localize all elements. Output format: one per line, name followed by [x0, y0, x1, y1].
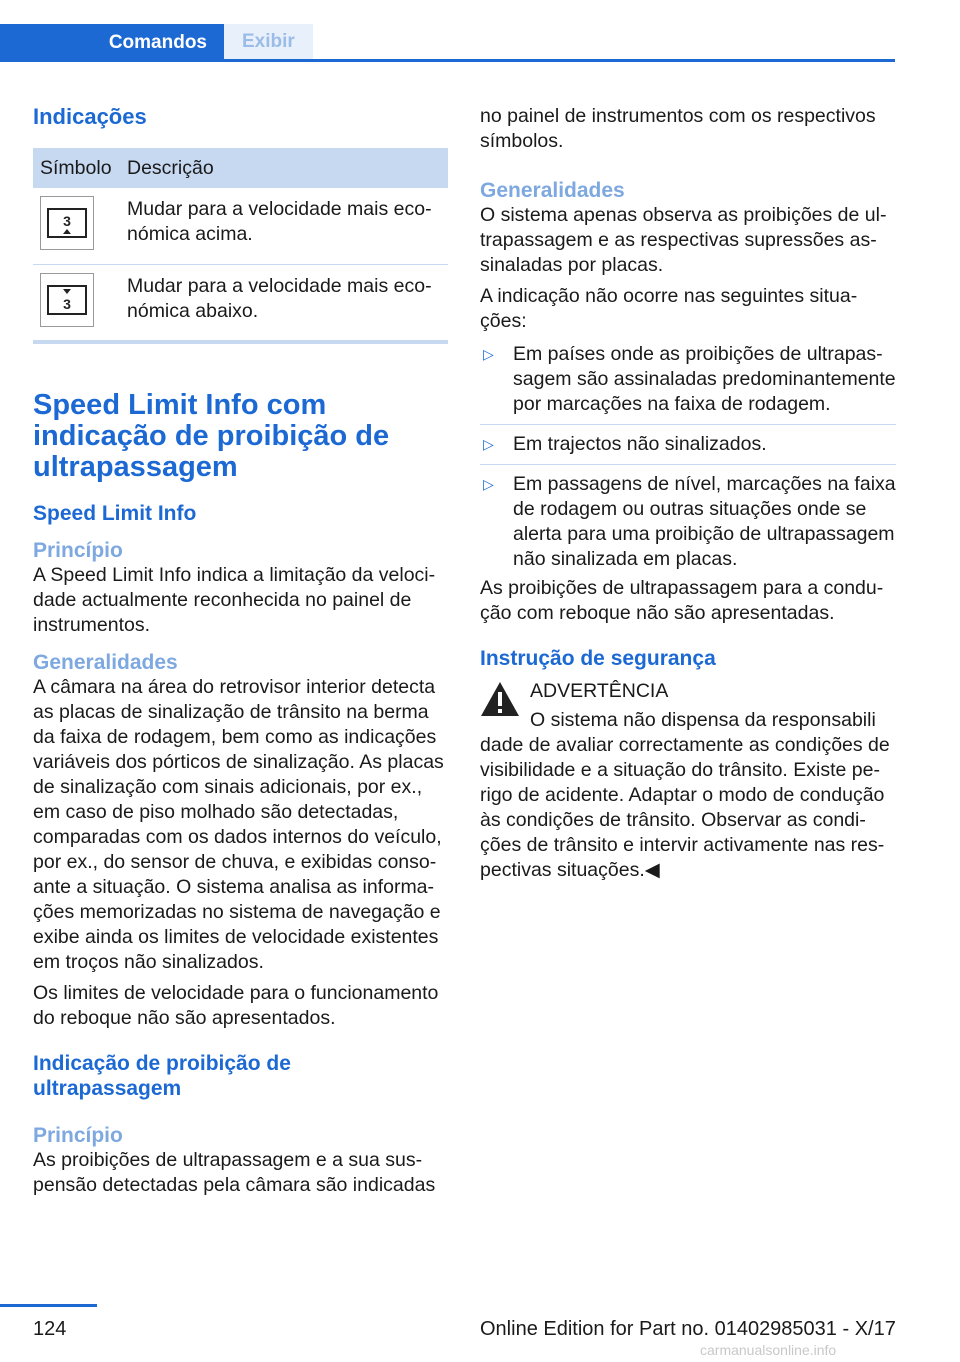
triangle-bullet-icon: ▷ — [483, 476, 494, 492]
principio-title-2: Princípio — [33, 1124, 123, 1147]
header-tabbar — [0, 24, 895, 62]
list-item: ▷ Em trajectos não sinalizados. — [480, 432, 896, 465]
generalidades-text-2: Os limites de velocidade para o funcionamento do reboque não são apresentados. — [33, 982, 439, 1029]
warning-block — [480, 679, 896, 883]
warning-triangle-icon — [480, 681, 520, 717]
table-row — [33, 265, 448, 344]
right-column — [480, 104, 896, 883]
tab-exibir[interactable]: Exibir — [224, 24, 313, 59]
generalidades-text-3: O sistema apenas observa as proibições de ultrapassagem e as respectivas supressões assinaladas por placas. — [480, 204, 887, 276]
principio-title-1: Princípio — [33, 539, 123, 562]
symbol-table — [33, 148, 448, 343]
generalidades-text-5: As proibições de ultrapassagem para a condução com reboque não são apresentadas. — [480, 577, 884, 624]
warning-label: ADVERTÊNCIA — [530, 680, 669, 702]
table-row — [33, 188, 448, 265]
warning-text: dade de avaliar correctamente as condições de visibilidade e a situação do trânsito. Existe perigo de acidente. Adaptar o modo de condução às condições de trânsito. Observar as condições de trânsito e intervir activamente nas respectivas situações.◀ — [480, 734, 890, 881]
footer-rule — [0, 1304, 97, 1307]
warning-text-first: O sistema não dispensa da responsabili — [530, 709, 876, 731]
speed-limit-info-title: Speed Limit Info — [33, 502, 197, 525]
overtaking-indication-title: Indicação de proibição de ultrapassagem — [33, 1052, 291, 1100]
header-rule — [0, 59, 895, 62]
watermark: carmanualsonline.info — [700, 1342, 837, 1358]
svg-text:3: 3 — [63, 296, 71, 312]
col-symbol-header: Símbolo — [33, 148, 120, 188]
row-desc: Mudar para a velocidade mais económica acima. — [127, 198, 432, 245]
safety-title: Instrução de segurança — [480, 647, 716, 670]
situations-list — [480, 342, 896, 576]
left-column — [33, 390, 448, 1198]
edition-text: Online Edition for Part no. 01402985031 - X/17 — [480, 1318, 896, 1340]
generalidades-title-2: Generalidades — [480, 179, 625, 202]
list-item: ▷ Em países onde as proibições de ultrapassagem são assinaladas predominantemente por marcações na faixa de rodagem. — [480, 342, 896, 425]
generalidades-title-1: Generalidades — [33, 651, 178, 674]
gear-up-indicator-icon — [40, 196, 94, 250]
page-number: 124 — [33, 1318, 67, 1340]
table-end-rule — [33, 340, 448, 344]
principio-text-2: As proibições de ultrapassagem e a sua suspensão detectadas pela câmara são indicadas — [33, 1149, 436, 1196]
gear-down-indicator-icon — [40, 273, 94, 327]
svg-text:3: 3 — [63, 213, 71, 229]
col-desc-header: Descrição — [120, 148, 448, 188]
list-item: ▷ Em passagens de nível, marcações na faixa de rodagem ou outras situações onde se alerta para uma proibição de ultrapassagem não sinalizada em placas. — [483, 473, 896, 570]
triangle-bullet-icon: ▷ — [483, 346, 494, 362]
generalidades-text-1: A câmara na área do retrovisor interior detecta as placas de sinalização de trânsito na berma da faixa de rodagem, bem como as indicações variáveis dos pórticos de sinalização. As placas de sinalização com sinais adicionais, por ex., em caso de piso molhado são detectadas, comparadas com os dados internos do veículo, por ex., do sensor de chuva, e exibidas consoante a situação. O sistema analisa as informações memorizadas no sistema de navegação e exibe ainda os limites de velocidade existentes em troços não sinalizados. — [33, 676, 444, 973]
triangle-bullet-icon: ▷ — [483, 436, 494, 452]
generalidades-text-4: A indicação não ocorre nas seguintes situações: — [480, 285, 858, 332]
row-desc: Mudar para a velocidade mais económica abaixo. — [120, 265, 448, 344]
principio-text-1: A Speed Limit Info indica a limitação da velocidade actualmente reconhecida no painel de instrumentos. — [33, 564, 436, 636]
section-title: Speed Limit Info com indicação de proibição de ultrapassagem — [33, 389, 390, 483]
principio-text-2-cont: no painel de instrumentos com os respectivos símbolos. — [480, 105, 876, 152]
indicacoes-title: Indicações — [33, 104, 147, 129]
tab-comandos[interactable]: Comandos — [0, 24, 224, 62]
